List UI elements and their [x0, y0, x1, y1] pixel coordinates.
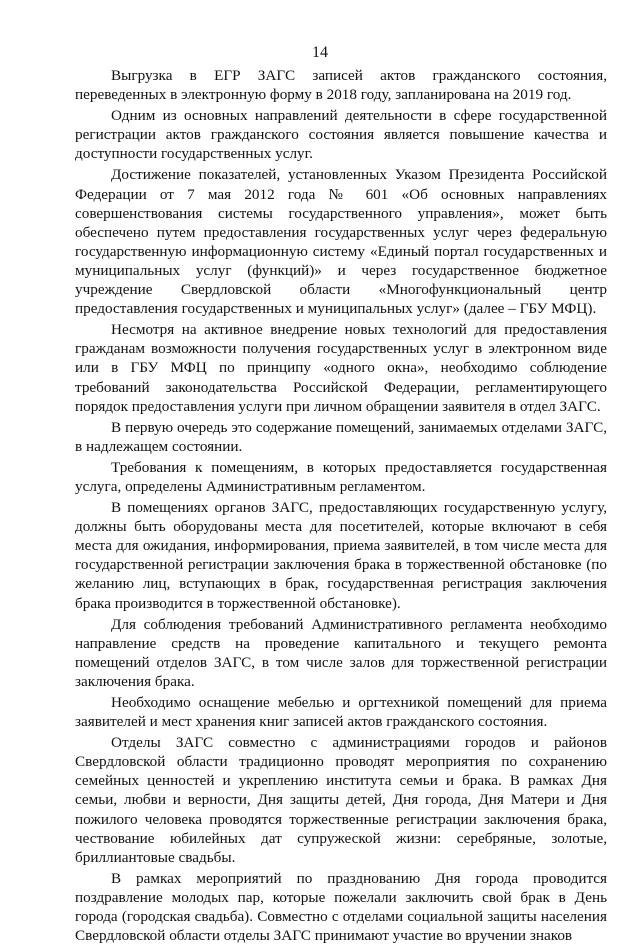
paragraph-decree-601: Достижение показателей, установленных Указом Президента Российской Федерации от 7 мая 2012 года № 601 «Об основных направлениях совершенствования системы государственного управления», может быть обеспечено путем предоставления государственных услуг через федеральную государственную информационную систему «Единый портал государственных и муниципальных услуг (функций)» и через государственное бюджетное учреждение Свердловской области «Многофункциональный центр предоставления государственных и муниципальных услуг» (далее – ГБУ МФЦ).	[75, 166, 607, 318]
paragraph-premises-condition: В первую очередь это содержание помещений, занимаемых отделами ЗАГС, в надлежащем состоянии.	[75, 418, 607, 455]
paragraph-egr-upload: Выгрузка в ЕГР ЗАГС записей актов гражданского состояния, переведенных в электронную форму в 2018 году, запланирована на 2019 год.	[75, 67, 607, 104]
paragraph-furniture-equipment: Необходимо оснащение мебелью и оргтехникой помещений для приема заявителей и мест хранения книг записей актов гражданского состояния.	[75, 694, 607, 731]
paragraph-visitor-places: В помещениях органов ЗАГС, предоставляющих государственную услугу, должны быть оборудованы места для посетителей, которые включают в себя места для ожидания, информирования, приема заявителей, в том числе места для государственной регистрации заключения брака в торжественной обстановке (по желанию лиц, вступающих в брак, государственная регистрация заключения брака производится в торжественной обстановке).	[75, 499, 607, 612]
paragraph-premises-requirements: Требования к помещениям, в которых предоставляется государственная услуга, определены Административным регламентом.	[75, 458, 607, 495]
document-body	[75, 66, 607, 947]
paragraph-repair-funding: Для соблюдения требований Административного регламента необходимо направление средств на проведение капитального и текущего ремонта помещений отделов ЗАГС, в том числе залов для торжественной регистрации заключения брака.	[75, 615, 607, 690]
paragraph-city-day: В рамках мероприятий по празднованию Дня города проводится поздравление молодых пар, которые пожелали заключить свой брак в День города (городская свадьба). Совместно с отделами социальной защиты населения Свердловской области отделы ЗАГС принимают участие во вручении знаков	[75, 869, 607, 945]
page-number: 14	[312, 44, 328, 61]
paragraph-family-events: Отделы ЗАГС совместно с администрациями городов и районов Свердловской области традиционно проводят мероприятия по сохранению семейных ценностей и укреплению института семьи и брака. В рамках Дня семьи, любви и верности, Дня защиты детей, Дня города, Дня Матери и Дня пожилого человека проводятся торжественные регистрации заключения брака, чествование юбилейных дат супружеской жизни: серебряные, золотые, бриллиантовые свадьбы.	[75, 734, 607, 866]
paragraph-new-technologies: Несмотря на активное внедрение новых технологий для предоставления гражданам возможности получения государственных услуг в электронном виде или в ГБУ МФЦ по принципу «одного окна», необходимо соблюдение требований законодательства Российской Федерации, регламентирующего порядок предоставления услуги при личном обращении заявителя в отдел ЗАГС.	[75, 321, 607, 415]
paragraph-main-direction: Одним из основных направлений деятельности в сфере государственной регистрации актов гражданского состояния является повышение качества и доступности государственных услуг.	[75, 107, 607, 163]
